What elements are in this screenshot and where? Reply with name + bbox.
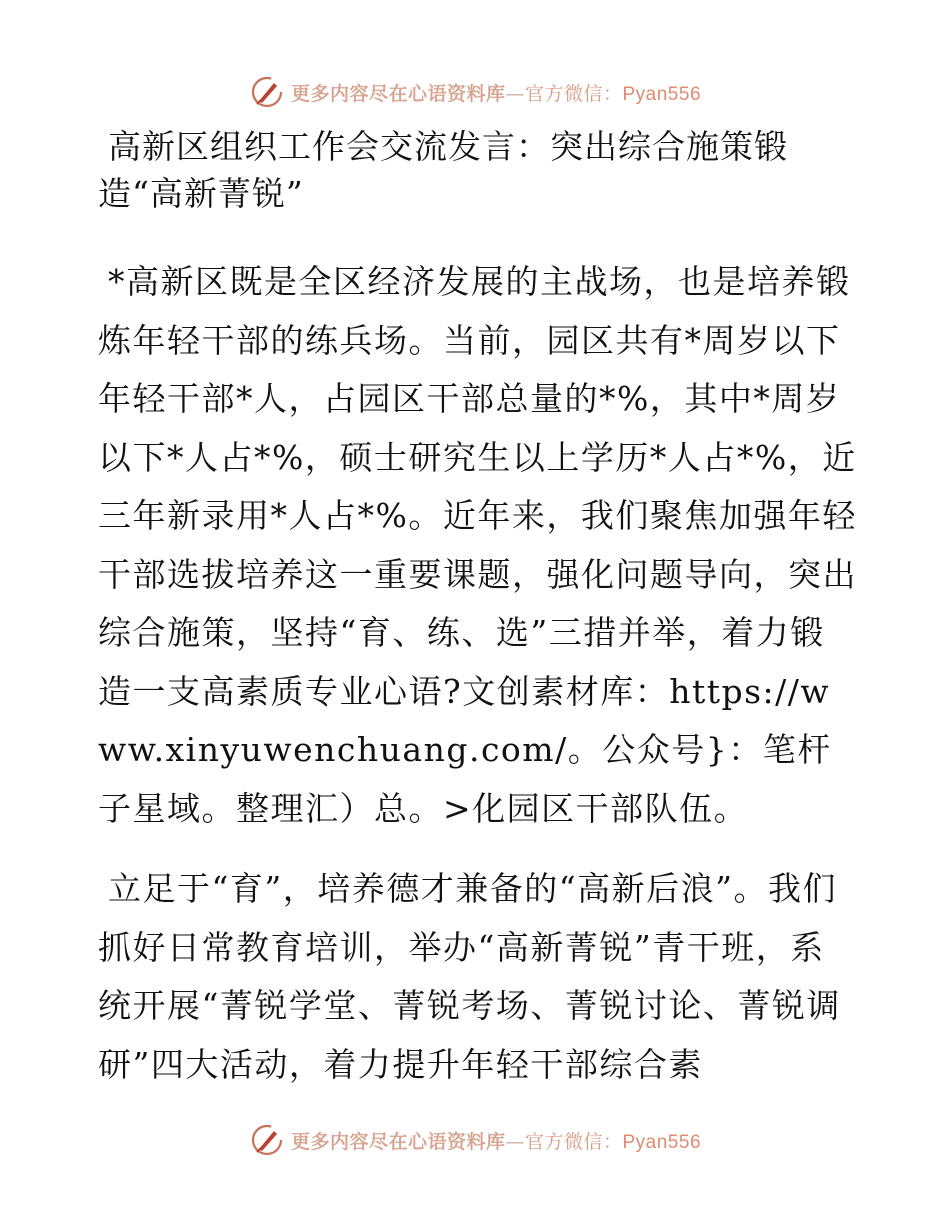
banner-slogan: 更多内容尽在心语资料库 — [290, 1130, 506, 1153]
paragraph-cultivate: 立足于“育”，培养德才兼备的“高新后浪”。我们抓好日常教育培训，举办“高新菁锐”青干班，系统开展“菁锐学堂、菁锐考场、菁锐讨论、菁锐调研”四大活动，着力提升年轻干部综合素 — [98, 869, 841, 1084]
document-body — [98, 123, 858, 1116]
banner-wechat-label: 官方微信： — [524, 82, 623, 105]
quill-pen-logo-icon — [249, 74, 285, 110]
paragraph-intro: *高新区既是全区经济发展的主战场，也是培养锻炼年轻干部的练兵场。当前，园区共有*周岁以下年轻干部*人，占园区干部总量的*%，其中*周岁以下*人占*%，硕士研究生以上学历*人占*%，近三年新录用*人占*%。近年来，我们聚焦加强年轻干部选拔培养这一重要课题，强化问题导向，突出综合施策，坚持“育、练、选”三措并举，着力锻造一支高素质专业心语?文创素材库：https://www.xinyuwenchuang.com/。公众号}：笔杆子星域。整理汇）总。>化园区干部队伍。 — [98, 262, 857, 828]
banner-wechat-id: Pyan556 — [622, 83, 702, 105]
banner-wechat-label: 官方微信： — [524, 1130, 623, 1153]
banner-slogan: 更多内容尽在心语资料库 — [290, 82, 506, 105]
footer-watermark-banner — [0, 1118, 950, 1162]
header-watermark-banner — [0, 70, 950, 114]
banner-separator: — — [505, 1130, 525, 1153]
quill-pen-logo-icon — [249, 1122, 285, 1158]
banner-separator: — — [505, 82, 525, 105]
banner-wechat-id: Pyan556 — [622, 1131, 702, 1153]
document-title: 高新区组织工作会交流发言：突出综合施策锻造“高新菁锐” — [98, 127, 788, 213]
